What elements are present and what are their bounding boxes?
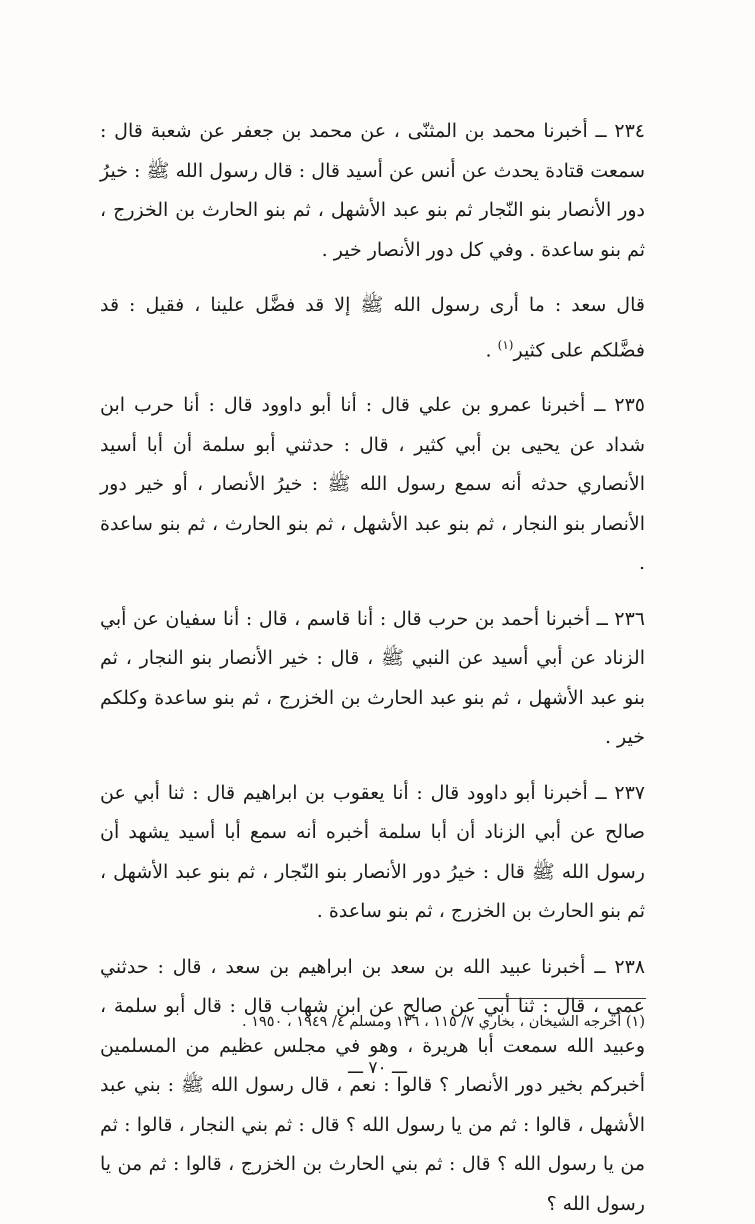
paragraph-234: ٢٣٤ ــ أخبرنا محمد بن المثنّى ، عن محمد بن جعفر عن شعبة قال : سمعت قتادة يحدث عن أنس عن أسيد قال : قال رسول الله ﷺ : خيرُ دور الأنصار بنو النّجار ثم بنو عبد الأشهل ، ثم بنو الحارث بن الخزرج ، ثم بنو ساعدة . وفي كل دور الأنصار خير . [100, 120, 645, 261]
footnote-divider [478, 998, 646, 999]
paragraph-236: ٢٣٦ ــ أخبرنا أحمد بن حرب قال : أنا قاسم ، قال : أنا سفيان عن أبي الزناد عن أبي أسيد عن النبي ﷺ ، قال : خير الأنصار بنو النجار ، ثم بنو عبد الأشهل ، ثم بنو عبد الحارث بن الخزرج ، ثم بنو ساعدة وكلكم خير . [100, 607, 645, 749]
paragraph-237: ٢٣٧ ــ أخبرنا أبو داوود قال : أنا يعقوب بن ابراهيم قال : ثنا أبي عن صالح عن أبي الزناد أن أبا سلمة أخبره أنه سمع أبا أسيد يشهد أن رسول الله ﷺ قال : خيرُ دور الأنصار بنو النّجار ، ثم بنو عبد الأشهل ، ثم بنو الحارث بن الخزرج ، ثم بنو ساعدة . [100, 781, 645, 923]
paragraph-saad-text: قال سعد : ما أرى رسول الله ﷺ إلا قد فضَّل علينا ، فقيل : قد فضَّلكم على كثير [100, 294, 645, 361]
footnote: (١) أخرجه الشيخان ، بخاري ٧/ ١١٥ ، ١٣٦ ومسلم ٤/ ١٩٤٩ ، ١٩٥٠ . [242, 1014, 645, 1030]
paragraph-235: ٢٣٥ ــ أخبرنا عمرو بن علي قال : أنا أبو داوود قال : أنا حرب ابن شداد عن يحيى بن أبي كثير ، قال : حدثني أبو سلمة أن أبا أسيد الأنصاري حدثه أنه سمع رسول الله ﷺ : خيرُ الأنصار ، أو خير دور الأنصار بنو النجار ، ثم بنو عبد الأشهل ، ثم بنو الحارث ، ثم بنو ساعدة . [100, 394, 645, 575]
footnote-reference[interactable]: (١) [497, 337, 514, 352]
page-number: ـــ ٧٠ ـــ [348, 1058, 407, 1078]
paragraph-saad-end: . [485, 338, 498, 361]
paragraph-saad [100, 286, 645, 370]
paragraph-238: ٢٣٨ ــ أخبرنا عبيد الله بن سعد بن ابراهيم بن سعد ، قال : حدثني عمي ، قال : ثنا أبي عن صالح عن ابن شهاب قال : قال أبو سلمة ، وعبيد الله سمعت أبا هريرة ، وهو في مجلس عظيم من المسلمين أخبركم بخير دور الأنصار ؟ قالوا : نعم ، قال رسول الله ﷺ : بني عبد الأشهل ، قالوا : ثم من يا رسول الله ؟ قال : ثم بني النجار ، قالوا : ثم من يا رسول الله ؟ قال : ثم بني الحارث بن الخزرج ، قالوا : ثم من يا رسول الله ؟ [100, 955, 645, 1215]
